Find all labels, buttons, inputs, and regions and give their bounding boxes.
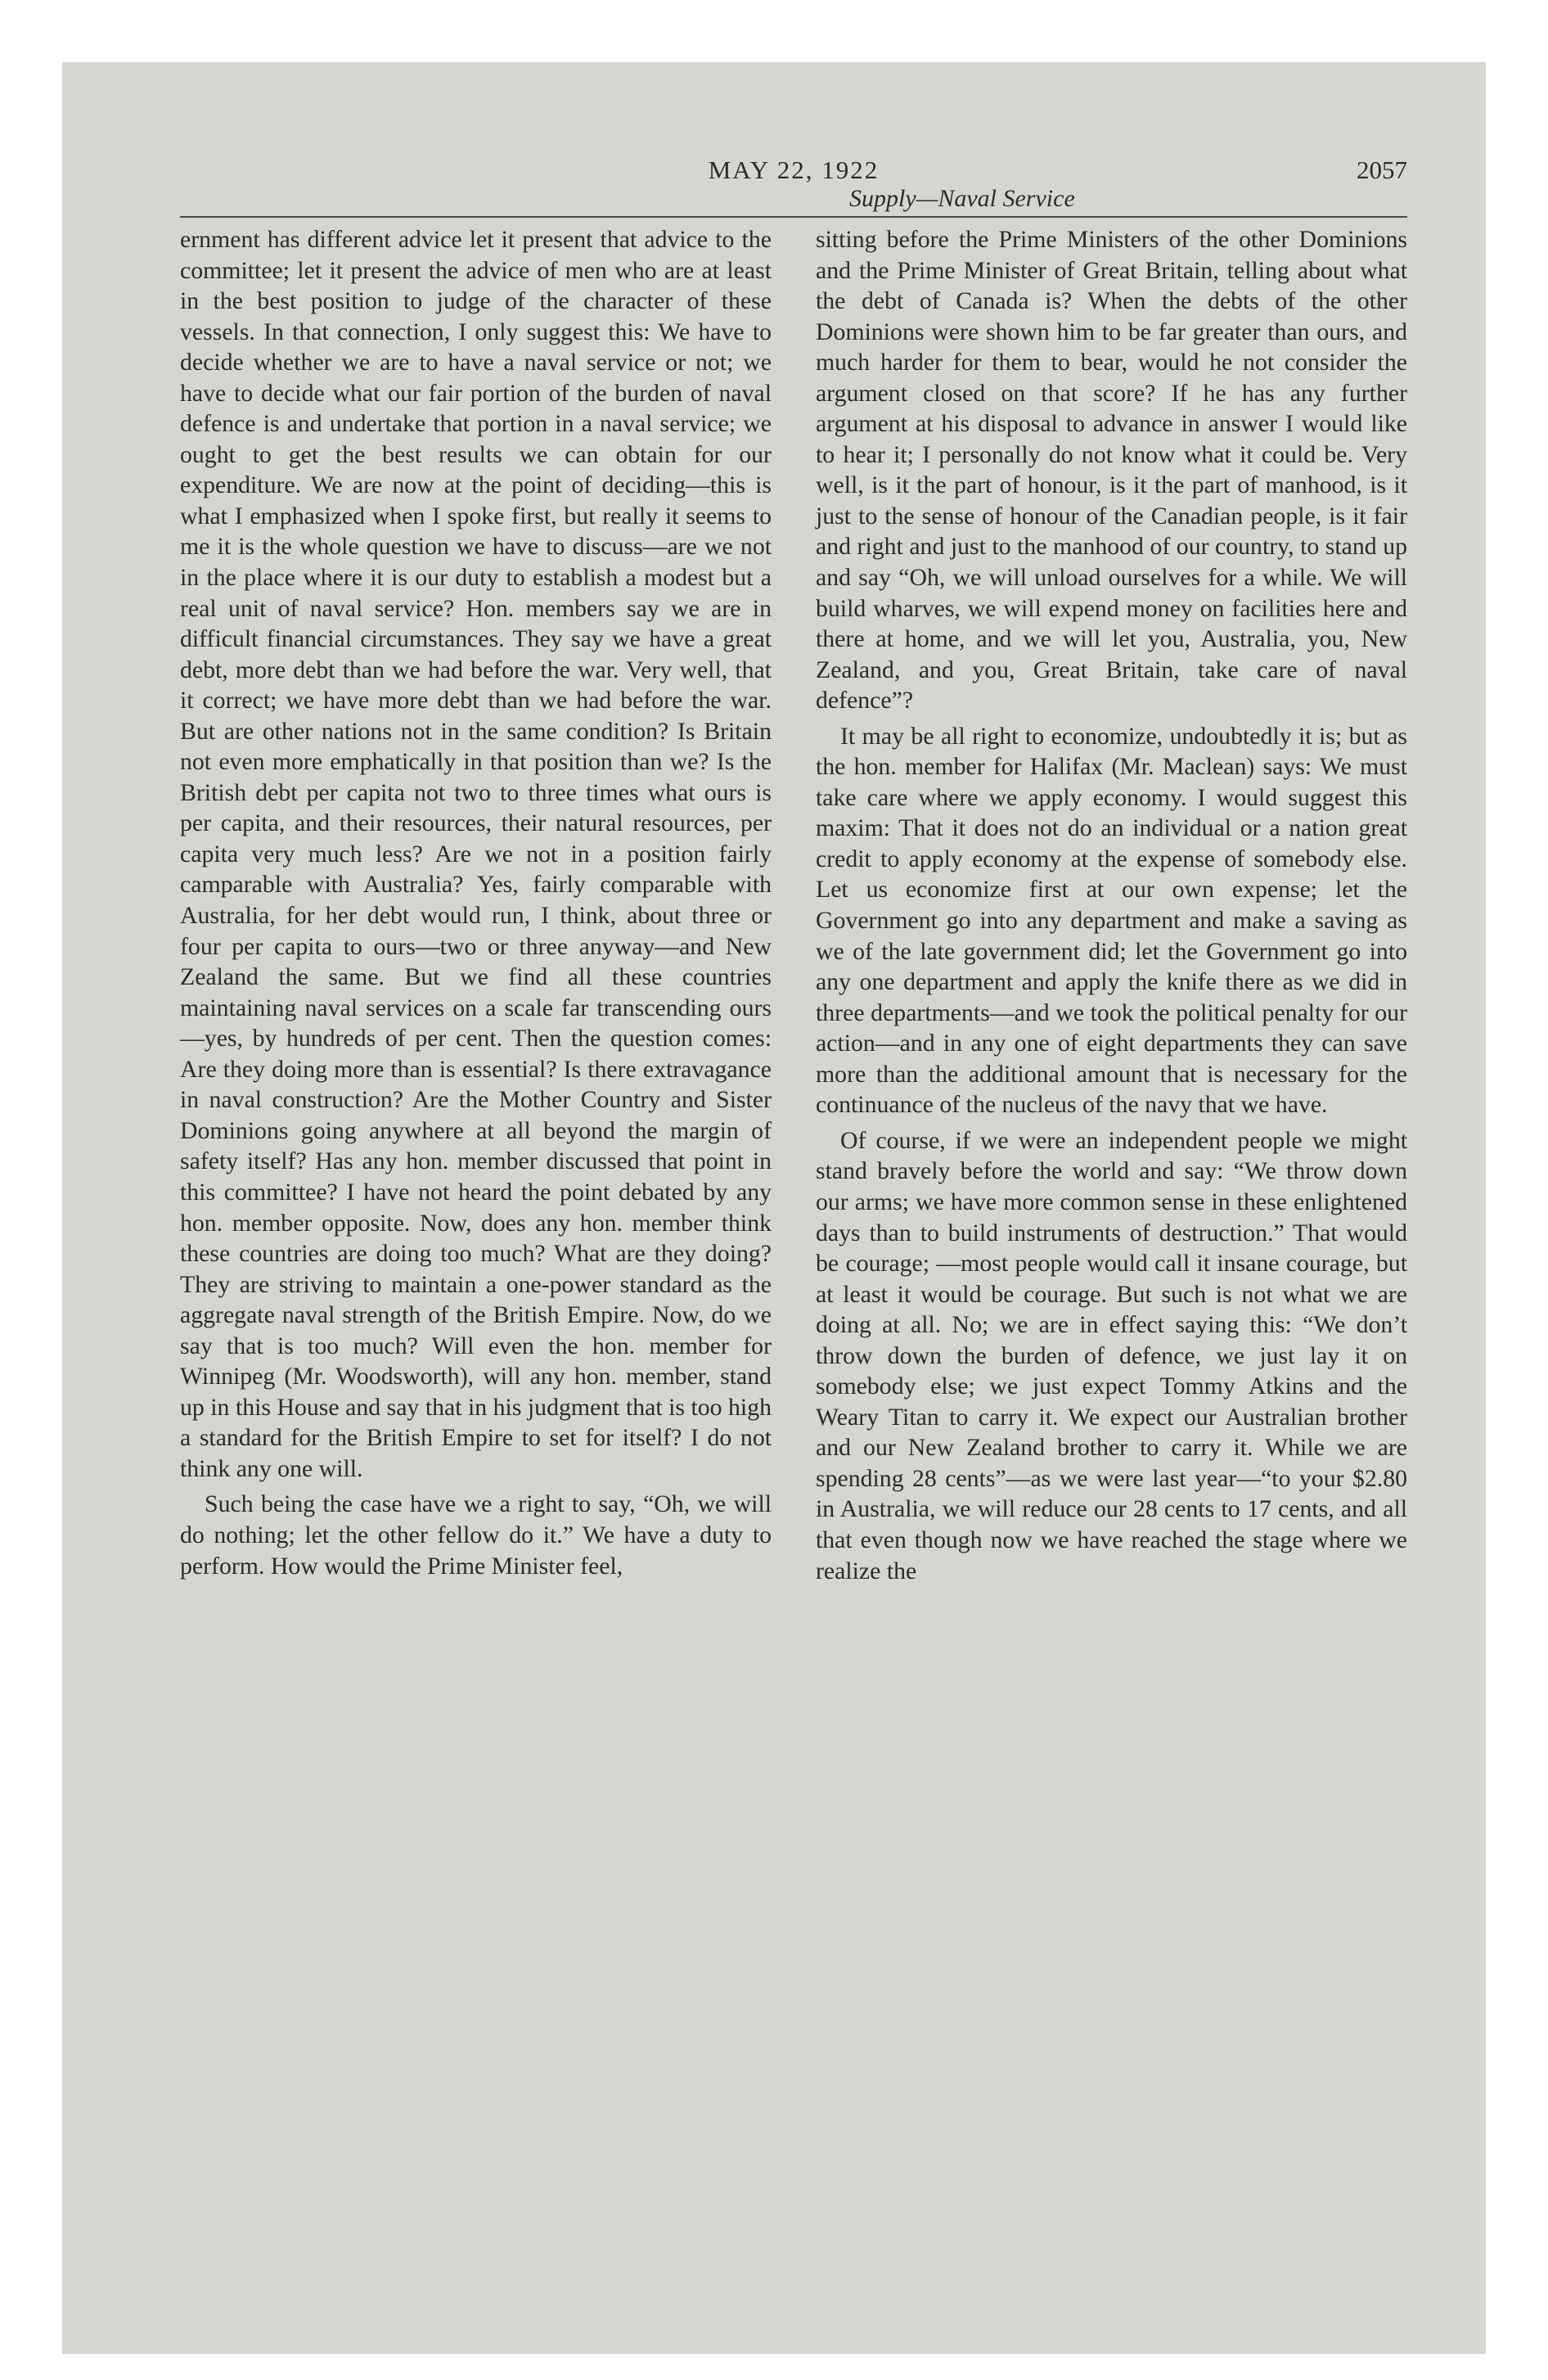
right-paragraph-1: sitting before the Prime Ministers of the other Dominions and the Prime Minister of Great Britain, telling about what the debt of Canada is? When the debts of the other Dominions were shown him to be far greater than ours, and much harder for them to bear, would he not consider the argument closed on that score? If he has any further argument at his disposal to advance in answer I would like to hear it; I personally do not know what it could be. Very well, is it the part of honour, is it the part of manhood, is it just to the sense of honour of the Canadian people, is it fair and right and just to the manhood of our country, to stand up and say “Oh, we will unload ourselves for a while. We will build wharves, we will expend money on facilities here and there at home, and we will let you, Australia, you, New Zealand, and you, Great Britain, take care of naval defence”? (816, 226, 1407, 714)
running-header (180, 141, 1407, 216)
left-paragraph-1: ernment has different advice let it present that advice to the committee; let it present the advice of men who are at least in the best position to judge of the character of these vessels. In that connection, I only suggest this: We have to decide whether we are to have a naval service or not; we have to decide what our fair portion of the burden of naval defence is and undertake that portion in a naval service; we ought to get the best results we can obtain for our expenditure. We are now at the point of deciding—this is what I emphasized when I spoke first, but really it seems to me it is the whole question we have to discuss—are we not in the place where it is our duty to establish a modest but a real unit of naval service? Hon. members say we are in difficult financial circumstances. They say we have a great debt, more debt than we had before the war. Very well, that it correct; we have more debt than we had before the war. But are other nations not in the same condition? Is Britain not even more emphatically in that position than we? Is the British debt per capita not two to three times what ours is per capita, and their resources, their natural resources, per capita very much less? Are we not in a position fairly camparable with Australia? Yes, fairly comparable with Australia, for her debt would run, I think, about three or four per capita to ours—two or three anyway—and New Zealand the same. But we find all these countries maintaining naval services on a scale far transcending ours—yes, by hundreds of per cent. Then the question comes: Are they doing more than is essential? Is there extravagance in naval construction? Are the Mother Country and Sister Dominions going anywhere at all beyond the margin of safety itself? Has any hon. member discussed that point in this committee? I have not heard the point debated by any hon. member opposite. Now, does any hon. member think these countries are doing too much? What are they doing? They are striving to maintain a one-power standard as the aggregate naval strength of the British Empire. Now, do we say that is too much? Will even the hon. member for Winnipeg (Mr. Woodsworth), will any hon. member, stand up in this House and say that in his judgment that is too high a standard for the British Empire to set for itself? I do not think any one will. (180, 226, 772, 1482)
right-paragraph-3: Of course, if we were an independent people we might stand bravely before the world and say: “We throw down our arms; we have more common sense in these enlightened days than to build instruments of destruction.” That would be courage; —most people would call it insane courage, but at least it would be courage. But such is not what we are doing at all. No; we are in effect saying this: “We don’t throw down the burden of defence, we just lay it on somebody else; we just expect Tommy Atkins and the Weary Titan to carry it. We expect our Australian brother and our New Zealand brother to carry it. While we are spending 28 cents”—as we were last year—“to your $2.80 in Australia, we will reduce our 28 cents to 17 cents, and all that even though now we have reached the stage where we realize the (816, 1126, 1407, 1584)
text-columns (180, 224, 1407, 1586)
header-section-title: Supply—Naval Service (849, 185, 1075, 212)
hansard-page (180, 141, 1407, 1586)
header-date: MAY 22, 1922 (708, 156, 880, 184)
left-column (180, 224, 772, 1586)
page-number: 2057 (1357, 156, 1407, 184)
right-paragraph-2: It may be all right to economize, undoubtedly it is; but as the hon. member for Halifax (Mr. Maclean) says: We must take care where we apply economy. I would suggest this maxim: That it does not do an individual or a nation great credit to apply economy at the expense of somebody else. Let us economize first at our own expense; let the Government go into any department and make a saving as we of the late government did; let the Government go into any one department and apply the knife there as we did in three departments—and we took the political penalty for our action—and in any one of eight departments they can save more than the additional amount that is necessary for the continuance of the nucleus of the navy that we have. (816, 722, 1407, 1119)
header-rule (180, 216, 1407, 218)
right-column (816, 224, 1407, 1586)
left-paragraph-2: Such being the case have we a right to say, “Oh, we will do nothing; let the other fellow do it.” We have a duty to perform. How would the Prime Minister feel, (180, 1490, 772, 1580)
